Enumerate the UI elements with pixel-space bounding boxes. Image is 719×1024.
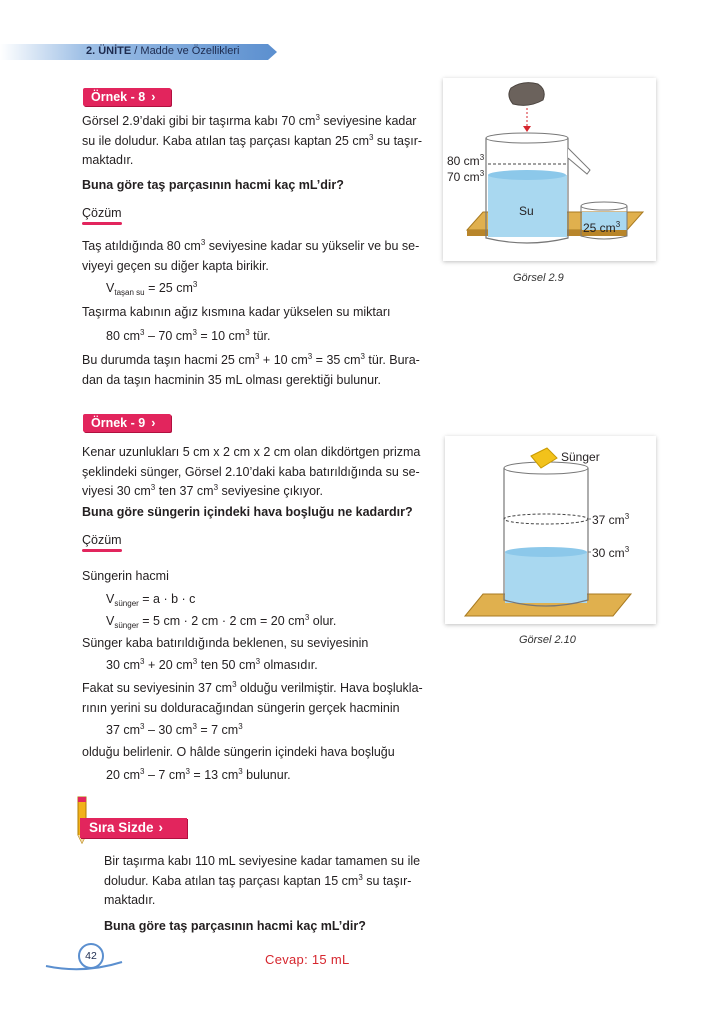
example-8-equation-1: $V_{taşan su} = 25$ $cm^3$ — [106, 280, 198, 297]
label-25-cm3: 25 $cm^3$ — [583, 220, 621, 235]
label-sunger: Sünger — [561, 450, 600, 464]
label-80-cm3: 80 $cm^3$ — [447, 153, 485, 168]
answer-text: Cevap: 15 mL — [265, 952, 350, 967]
example-8-equation-2: 80 $cm^3 - 70$ $cm^3 = 10$ $cm^3$ tür. — [106, 328, 271, 343]
example-9-equation-2: $V_{sünger} = 5$ cm · 2 cm · 2 cm = 20 $cm^3$ olur. — [106, 613, 337, 630]
sira-sizde-question-bold: Buna göre taş parçasının hacmi kaç mL’dir? — [104, 919, 366, 933]
example-8-tag: Örnek - 8 › — [83, 88, 171, 106]
sira-sizde-tag: Sıra Sizde › — [80, 818, 187, 838]
page-number: 42 — [78, 943, 104, 969]
solution-underline — [82, 549, 122, 552]
example-8-solution-line: Taşırma kabının ağız kısmına kadar yükselen su miktarı — [82, 305, 391, 319]
example-8-conclusion: Bu durumda taşın hacmi 25 $cm^3 + 10$ $cm^3 = 35$ $cm^3$ tür. Bura- dan da taşın hacminin 35 mL olması gerektiği bulunur. — [82, 352, 420, 387]
sponge-beaker-illustration — [445, 436, 656, 624]
label-su: Su — [519, 204, 534, 218]
figure-2-9 — [443, 78, 656, 261]
solution-underline — [82, 222, 122, 225]
example-9-solution-line: Süngerin hacmi — [82, 569, 169, 583]
example-8-question: Görsel 2.9’daki gibi bir taşırma kabı 70 $cm^3$ seviyesine kadar su ile doludur. Kaba atılan taş parçası kaptan 25 $cm^3$ su taşır- maktadır. — [82, 113, 423, 167]
example-9-equation-5: 20 $cm^3 - 7$ $cm^3 = 13$ $cm^3$ bulunur. — [106, 767, 291, 782]
stone-icon — [509, 83, 544, 106]
label-30-cm3: 30 $cm^3$ — [592, 545, 630, 560]
example-9-question-bold: Buna göre süngerin içindeki hava boşluğu ne kadardır? — [82, 505, 413, 519]
sira-sizde-question: Bir taşırma kabı 110 mL seviyesine kadar tamamen su ile doludur. Kaba atılan taş parçası kaptan 15 $cm^3$ su taşır- maktadır. — [104, 854, 421, 907]
label-70-cm3: 70 $cm^3$ — [447, 169, 485, 184]
example-8-solution: Taş atıldığında 80 $cm^3$ seviyesine kadar su yükselir ve bu se- viyeyi geçen su diğer kapta birikir. — [82, 238, 420, 273]
label-37-cm3: 37 $cm^3$ — [592, 512, 630, 527]
example-9-equation-4: 37 $cm^3 - 30$ $cm^3 = 7$ $cm^3$ — [106, 722, 243, 737]
figure-2-9-caption: Görsel 2.9 — [513, 272, 564, 284]
unit-header-title: 2. ÜNİTE / Madde ve Özellikleri — [86, 45, 240, 57]
example-9-solution-line: olduğu belirlenir. O hâlde süngerin içindeki hava boşluğu — [82, 745, 395, 759]
example-9-equation-1: $V_{sünger} = a \cdot b \cdot c$ — [106, 592, 196, 608]
figure-2-10-caption: Görsel 2.10 — [519, 634, 576, 646]
figure-2-10 — [445, 436, 656, 624]
example-9-solution-label: Çözüm — [82, 533, 122, 547]
example-9-equation-3: 30 $cm^3 + 20$ $cm^3$ ten 50 $cm^3$ olmasıdır. — [106, 657, 318, 672]
example-8-solution-label: Çözüm — [82, 206, 122, 220]
example-9-tag: Örnek - 9 › — [83, 414, 171, 432]
example-8-question-bold: Buna göre taş parçasının hacmi kaç mL’dir? — [82, 178, 344, 192]
example-9-solution-line: Sünger kaba batırıldığında beklenen, su seviyesinin — [82, 636, 369, 650]
example-9-solution-lines: Fakat su seviyesinin 37 $cm^3$ olduğu verilmiştir. Hava boşlukla- rının yerini su dolduracağından süngerin gerçek hacminin — [82, 680, 423, 715]
example-9-question: Kenar uzunlukları 5 cm x 2 cm x 2 cm olan dikdörtgen prizma şeklindeki sünger, Görsel 2.10’daki kaba batırıldığında su se- viyesi 30 $cm^3$ ten 37 $cm^3$ seviyesine çıkıyor. — [82, 445, 421, 498]
